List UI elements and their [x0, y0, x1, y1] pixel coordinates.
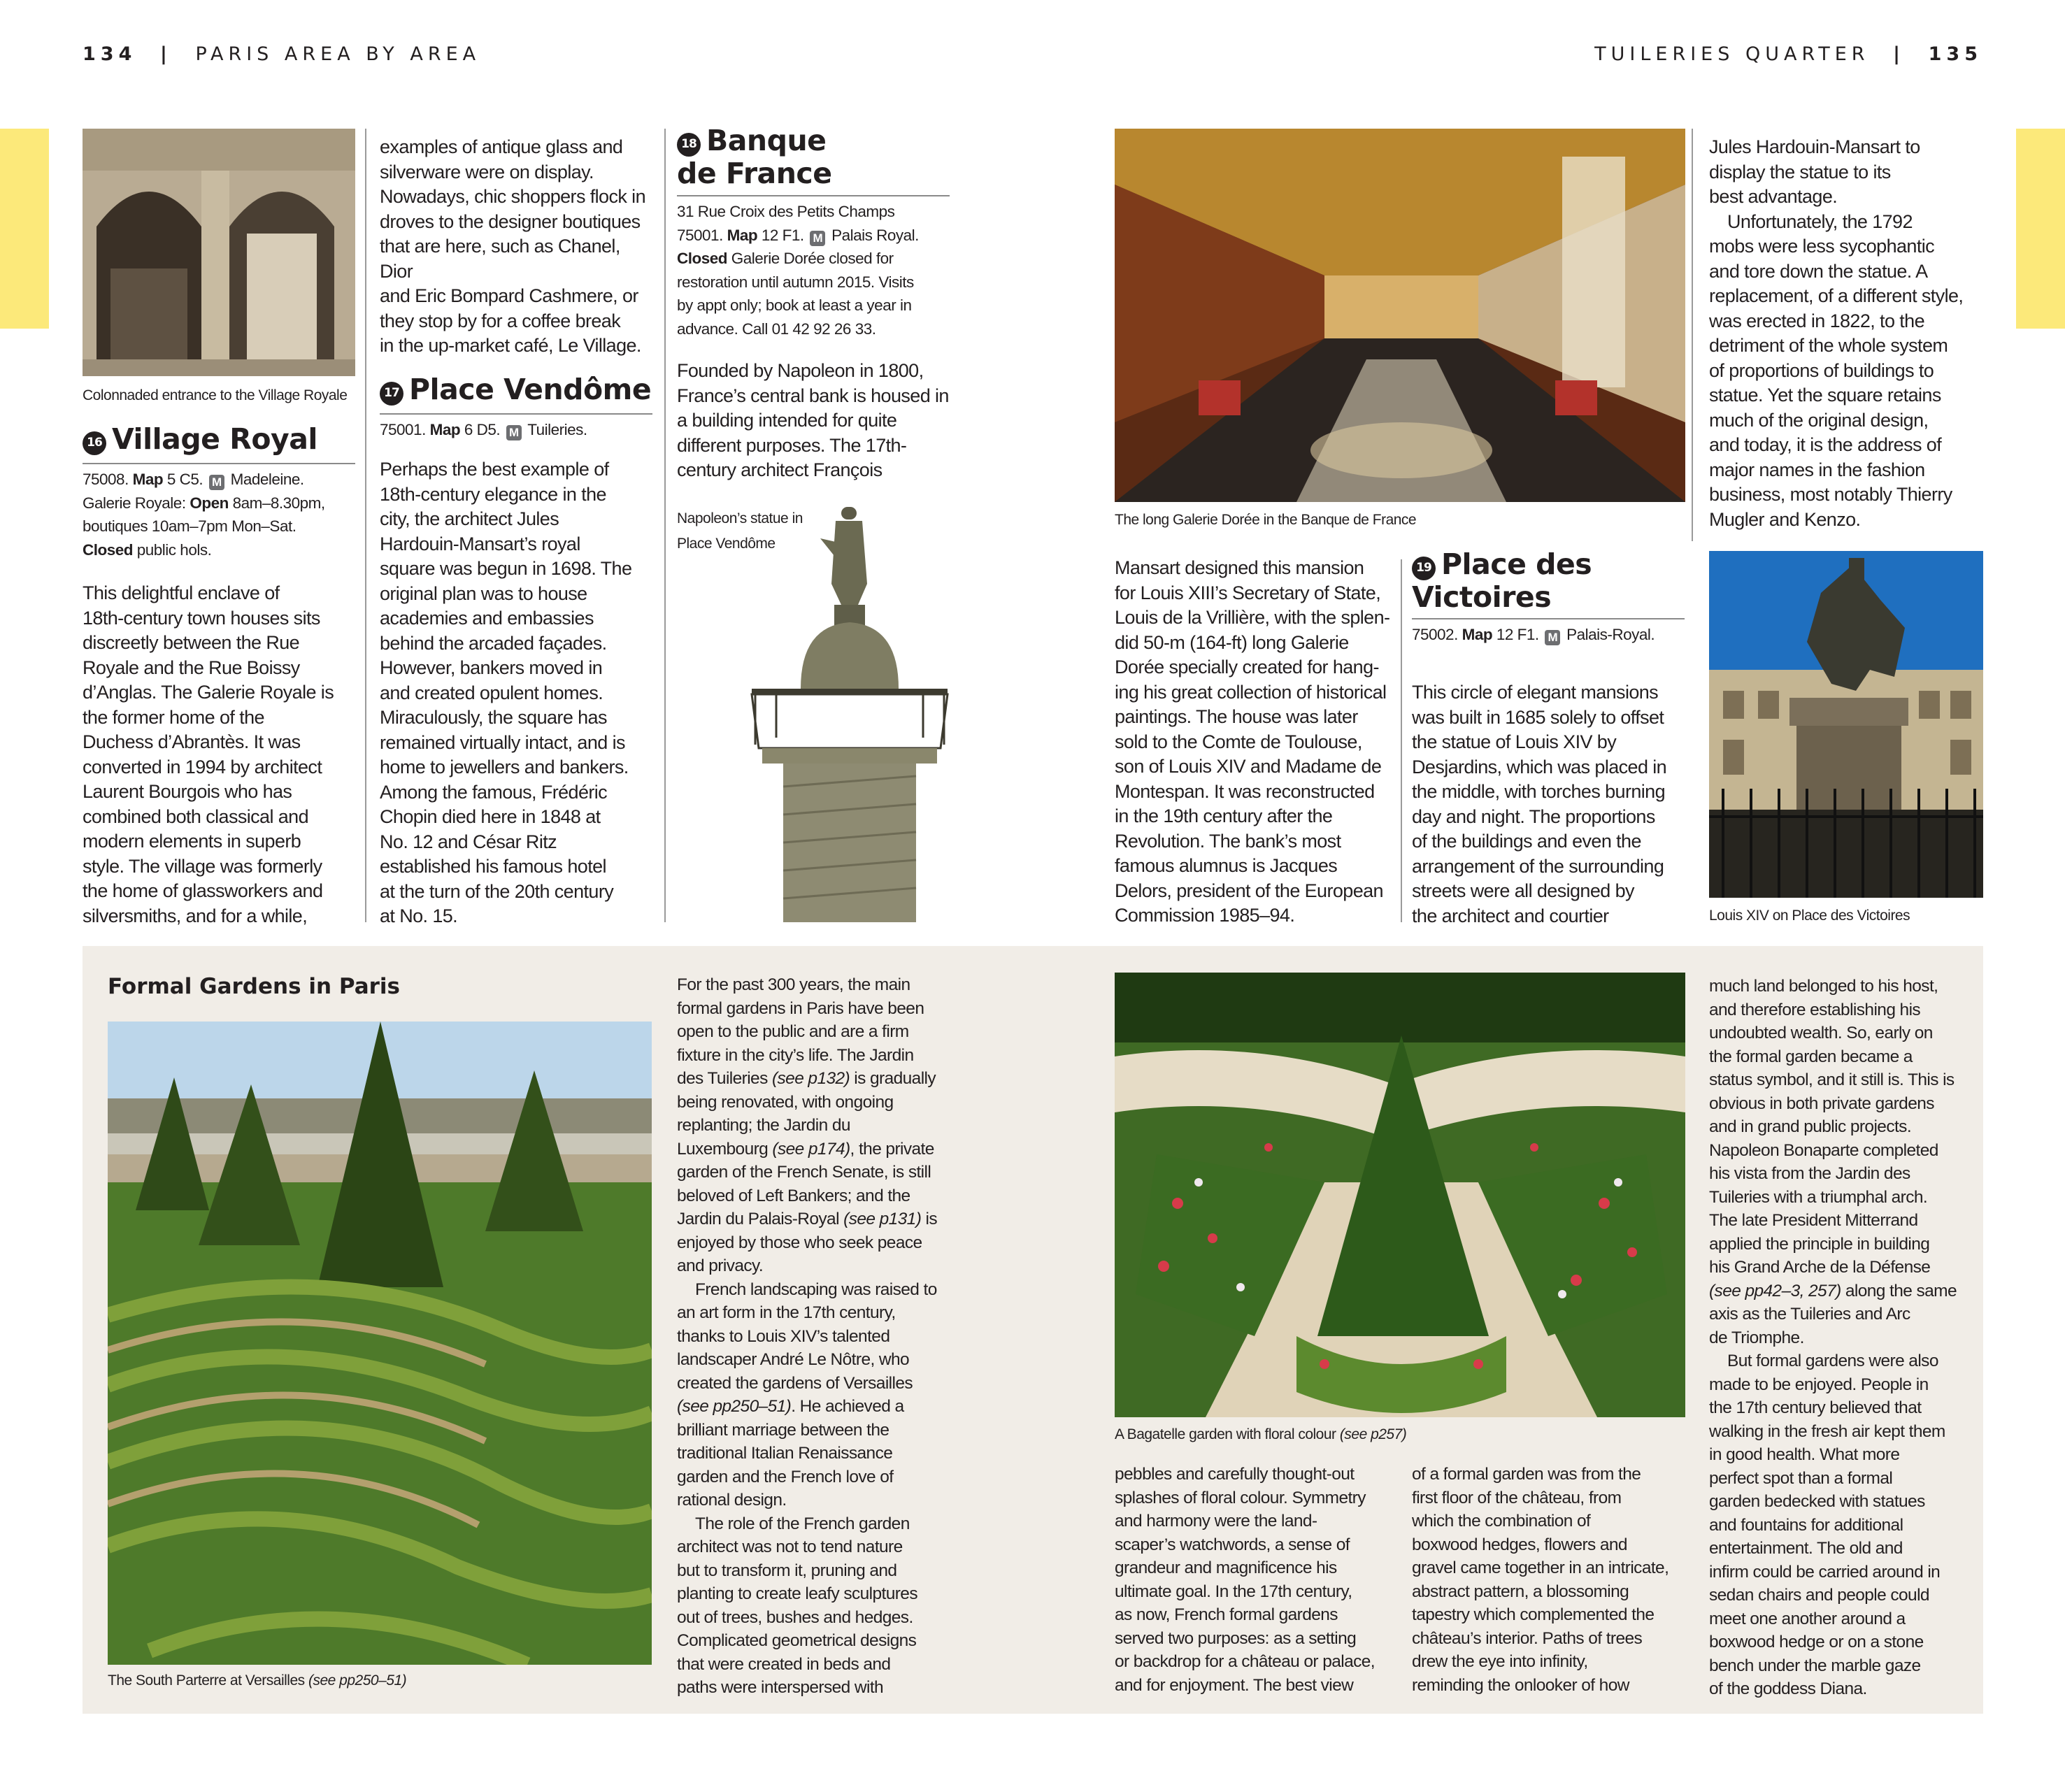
- text-line: in the 19th century after the: [1115, 805, 1333, 826]
- formal-gardens-col3: [1412, 1463, 1692, 1697]
- text-line: different purposes. The 17th-: [677, 434, 907, 456]
- text-line: century architect François: [677, 459, 883, 480]
- heading-rule: [677, 195, 950, 196]
- bagatelle-garden-photo: [1115, 973, 1685, 1417]
- text-line: Napoleon Bonaparte completed: [1709, 1140, 1938, 1160]
- right-section-title: TUILERIES QUARTER: [1594, 43, 1870, 65]
- banque-body: [677, 359, 953, 483]
- text-line: brilliant marriage between the: [677, 1420, 889, 1440]
- text-line: splashes of floral colour. Symmetry: [1115, 1488, 1366, 1507]
- text-line: landscaper André Le Nôtre, who: [677, 1350, 910, 1369]
- text-line: and in grand public projects.: [1709, 1117, 1912, 1136]
- text-line: formal gardens in Paris have been: [677, 998, 924, 1018]
- text-line: Founded by Napoleon in 1800,: [677, 360, 924, 381]
- text-line: made to be enjoyed. People in: [1709, 1375, 1929, 1394]
- text-line: France’s central bank is housed in: [677, 385, 949, 406]
- text-line: bench under the marble gaze: [1709, 1656, 1921, 1675]
- text-line: they stop by for a coffee break: [380, 310, 621, 331]
- text-line: scaper’s watchwords, a sense of: [1115, 1535, 1350, 1554]
- left-running-header: [83, 43, 480, 65]
- banque-body-continued: [1115, 556, 1394, 929]
- text-line: sedan chairs and people could: [1709, 1586, 1929, 1605]
- text-line: applied the principle in building: [1709, 1234, 1930, 1254]
- text-line: tapestry which complemented the: [1412, 1605, 1655, 1624]
- place-vendome-heading: [380, 373, 651, 406]
- text-line: the architect and courtier: [1412, 905, 1609, 926]
- text-line: day and night. The proportions: [1412, 805, 1655, 827]
- text-line: 75008. Map 5 C5. M Madeleine.: [83, 471, 304, 489]
- right-page-number: 135: [1928, 43, 1982, 65]
- text-line: much land belonged to his host,: [1709, 977, 1938, 996]
- text-line: Among the famous, Frédéric: [380, 781, 608, 803]
- galerie-doree-caption: The long Galerie Dorée in the Banque de France: [1115, 512, 1417, 528]
- village-royal-title: Village Royal: [112, 422, 317, 456]
- text-line: traditional Italian Renaissance: [677, 1444, 893, 1463]
- text-line: but to transform it, pruning and: [677, 1561, 897, 1580]
- text-line: Royale and the Rue Boissy: [83, 657, 300, 678]
- text-line: converted in 1994 by architect: [83, 756, 322, 777]
- text-line: that were created in beds and: [677, 1654, 891, 1674]
- text-line: 18th-century elegance in the: [380, 483, 606, 505]
- text-line: academies and embassies: [380, 608, 594, 629]
- village-royal-info: [83, 468, 362, 561]
- text-line: an art form in the 17th century,: [677, 1303, 896, 1322]
- text-line: garden of the French Senate, is still: [677, 1163, 931, 1182]
- text-line: sold to the Comte de Toulouse,: [1115, 731, 1362, 752]
- text-line: major names in the fashion: [1709, 459, 1925, 480]
- village-royale-photo: [83, 129, 355, 376]
- text-line: the former home of the: [83, 706, 264, 728]
- text-line: grandeur and magnificence his: [1115, 1558, 1337, 1577]
- village-royal-body-continued: [380, 135, 656, 359]
- formal-gardens-col2: [1115, 1463, 1394, 1697]
- text-line: best advantage.: [1709, 186, 1838, 207]
- text-line: being renovated, with ongoing: [677, 1092, 894, 1112]
- text-line: beloved of Left Bankers; and the: [677, 1186, 910, 1205]
- text-line: the home of glassworkers and: [83, 880, 323, 901]
- text-line: a building intended for quite: [677, 410, 897, 431]
- text-line: in the up-market café, Le Village.: [380, 335, 641, 356]
- text-line: Dorée specially created for hang-: [1115, 657, 1379, 678]
- text-line: by appt only; book at least a year in: [677, 296, 912, 314]
- text-line: Revolution. The bank’s most: [1115, 830, 1341, 852]
- text-line: 75001. Map 12 F1. M Palais Royal.: [677, 226, 919, 245]
- text-line: established his famous hotel: [380, 856, 606, 877]
- village-royale-caption: Colonnaded entrance to the Village Royale: [83, 387, 348, 403]
- text-line: his Grand Arche de la Défense: [1709, 1258, 1931, 1277]
- text-line: paintings. The house was later: [1115, 706, 1358, 727]
- text-line: Complicated geometrical designs: [677, 1631, 917, 1650]
- text-line: d’Anglas. The Galerie Royale is: [83, 682, 334, 703]
- place-des-victoires-body-continued: [1709, 135, 1989, 532]
- vendome-column-photo: [745, 500, 955, 922]
- text-line: and Eric Bompard Cashmere, or: [380, 285, 638, 306]
- text-line: perfect spot than a formal: [1709, 1468, 1893, 1488]
- header-separator: |: [159, 43, 172, 65]
- place-des-victoires-heading: [1412, 548, 1592, 614]
- text-line: of proportions of buildings to: [1709, 359, 1934, 381]
- banque-title-line1: Banque: [706, 124, 827, 157]
- entry-number: 19: [1412, 557, 1436, 580]
- text-line: as now, French formal gardens: [1115, 1605, 1338, 1624]
- text-line: ing his great collection of historical: [1115, 681, 1387, 703]
- text-line: However, bankers moved in: [380, 657, 603, 678]
- text-line: abstract pattern, a blossoming: [1412, 1582, 1629, 1601]
- text-line: Unfortunately, the 1792: [1727, 210, 1913, 232]
- text-line: famous alumnus is Jacques: [1115, 855, 1338, 876]
- text-line: statue. Yet the square retains: [1709, 385, 1941, 406]
- text-line: Montespan. It was reconstructed: [1115, 780, 1375, 802]
- text-line: was built in 1685 solely to offset: [1412, 706, 1664, 728]
- text-line: Jardin du Palais-Royal (see p131) is: [677, 1210, 937, 1228]
- text-line: original plan was to house: [380, 582, 587, 604]
- text-line: combined both classical and: [83, 805, 309, 827]
- text-line: undoubted wealth. So, early on: [1709, 1024, 1933, 1042]
- text-line: son of Louis XIV and Madame de: [1115, 756, 1382, 777]
- text-line: Tuileries with a triumphal arch.: [1709, 1187, 1928, 1207]
- text-line: garden bedecked with statues: [1709, 1492, 1925, 1511]
- text-line: de Triomphe.: [1709, 1328, 1804, 1347]
- banque-info: [677, 200, 957, 341]
- text-line: obvious in both private gardens: [1709, 1094, 1934, 1113]
- victoires-title-line2: Victoires: [1412, 580, 1552, 614]
- bagatelle-caption: A Bagatelle garden with floral colour (see p257): [1115, 1426, 1407, 1442]
- place-des-victoires-info: [1412, 623, 1692, 647]
- text-line: 75001. Map 6 D5. M Tuileries.: [380, 421, 587, 439]
- text-line: Commission 1985–94.: [1115, 905, 1295, 926]
- text-line: Luxembourg (see p174), the private: [677, 1139, 934, 1159]
- place-vendome-title: Place Vendôme: [409, 373, 652, 406]
- text-line: mobs were less sycophantic: [1709, 236, 1935, 257]
- text-line: rational design.: [677, 1491, 787, 1510]
- text-line: and therefore establishing his: [1709, 1000, 1921, 1019]
- text-line: But formal gardens were also: [1727, 1352, 1938, 1370]
- formal-gardens-col1: [677, 973, 957, 1700]
- text-line: restoration until autumn 2015. Visits: [677, 273, 914, 291]
- victoires-title-line1: Place des: [1441, 547, 1592, 581]
- text-line: (see pp42–3, 257) along the same: [1709, 1281, 1957, 1300]
- text-line: detriment of the whole system: [1709, 335, 1948, 356]
- text-line: and fountains for additional: [1709, 1515, 1903, 1535]
- village-royal-heading: [83, 423, 317, 456]
- text-line: entertainment. The old and: [1709, 1539, 1903, 1558]
- left-chapter-tab: [0, 129, 49, 329]
- text-line: gravel came together in an intricate,: [1412, 1558, 1669, 1577]
- louis-xiv-statue-photo: [1709, 551, 1983, 898]
- heading-rule: [380, 413, 652, 415]
- left-section-title: PARIS AREA BY AREA: [195, 43, 481, 65]
- text-line: Miraculously, the square has: [380, 707, 607, 728]
- galerie-doree-photo: [1115, 129, 1685, 502]
- text-line: 75002. Map 12 F1. M Palais-Royal.: [1412, 626, 1655, 644]
- text-line: For the past 300 years, the main: [677, 975, 910, 994]
- entry-number: 17: [380, 382, 403, 406]
- text-line: No. 12 and César Ritz: [380, 831, 557, 852]
- text-line: drew the eye into infinity,: [1412, 1652, 1588, 1671]
- text-line: silverware were on display.: [380, 161, 594, 182]
- versailles-parterre-photo: [108, 1022, 652, 1665]
- right-chapter-tab: [2016, 129, 2065, 329]
- text-line: of a formal garden was from the: [1412, 1465, 1641, 1484]
- formal-gardens-title: Formal Gardens in Paris: [108, 974, 400, 999]
- text-line: planting to create leafy sculptures: [677, 1584, 917, 1603]
- text-line: walking in the fresh air kept them: [1709, 1421, 1945, 1441]
- column-divider: [1692, 129, 1693, 541]
- text-line: Desjardins, which was placed in: [1412, 756, 1667, 777]
- text-line: des Tuileries (see p132) is gradually: [677, 1069, 936, 1088]
- banque-title-line2: de France: [677, 157, 832, 190]
- text-line: display the statue to its: [1709, 161, 1891, 182]
- text-line: 18th-century town houses sits: [83, 607, 320, 629]
- text-line: in good health. What more: [1709, 1445, 1900, 1464]
- text-line: served two purposes: as a setting: [1115, 1628, 1357, 1648]
- text-line: at No. 15.: [380, 905, 458, 926]
- text-line: city, the architect Jules: [380, 508, 559, 529]
- text-line: Delors, president of the European: [1115, 880, 1383, 901]
- formal-gardens-col4: [1709, 975, 1989, 1701]
- entry-number: 18: [677, 133, 701, 157]
- text-line: The role of the French garden: [695, 1514, 910, 1533]
- text-line: Closed public hols.: [83, 540, 212, 559]
- text-line: the 17th century believed that: [1709, 1398, 1922, 1417]
- text-line: and for enjoyment. The best view: [1115, 1675, 1354, 1695]
- text-line: Galerie Royale: Open 8am–8.30pm,: [83, 494, 325, 512]
- text-line: Louis de la Vrillière, with the splen-: [1115, 607, 1390, 628]
- right-running-header: [1594, 43, 1982, 65]
- text-line: Duchess d’Abrantès. It was: [83, 731, 301, 752]
- text-line: behind the arcaded façades.: [380, 632, 607, 654]
- text-line: and tore down the statue. A: [1709, 260, 1928, 282]
- place-vendome-info: [380, 418, 659, 442]
- village-royal-body: [83, 581, 359, 929]
- text-line: Mugler and Kenzo.: [1709, 508, 1861, 530]
- text-line: for Louis XIII’s Secretary of State,: [1115, 582, 1381, 603]
- text-line: droves to the designer boutiques: [380, 210, 641, 232]
- text-line: the middle, with torches burning: [1412, 781, 1666, 802]
- text-line: (see pp250–51). He achieved a: [677, 1397, 904, 1416]
- text-line: 31 Rue Croix des Petits Champs: [677, 203, 895, 220]
- text-line: was erected in 1822, to the: [1709, 310, 1925, 331]
- text-line: square was begun in 1698. The: [380, 558, 632, 579]
- text-line: that are here, such as Chanel, Dior: [380, 236, 620, 282]
- text-line: replacement, of a different style,: [1709, 285, 1964, 306]
- text-line: replanting; the Jardin du: [677, 1116, 850, 1135]
- column-divider: [365, 129, 366, 922]
- text-line: enjoyed by those who seek peace: [677, 1233, 922, 1252]
- text-line: did 50-m (164-ft) long Galerie: [1115, 631, 1349, 653]
- text-line: boxwood hedges, flowers and: [1412, 1535, 1627, 1554]
- heading-rule: [1412, 618, 1685, 619]
- text-line: home to jewellers and bankers.: [380, 757, 629, 777]
- text-line: Laurent Bourgois who has: [83, 781, 292, 802]
- entry-number: 16: [83, 431, 106, 455]
- place-des-victoires-body: [1412, 680, 1688, 929]
- place-vendome-body: [380, 457, 656, 929]
- text-line: infirm could be carried around in: [1709, 1562, 1941, 1582]
- versailles-caption: The South Parterre at Versailles (see pp250–51): [108, 1672, 407, 1689]
- column-divider: [664, 129, 666, 922]
- text-line: which the combination of: [1412, 1512, 1591, 1531]
- text-line: at the turn of the 20th century: [380, 880, 614, 902]
- text-line: first floor of the château, from: [1412, 1488, 1622, 1507]
- text-line: architect was not to tend nature: [677, 1537, 903, 1556]
- text-line: advance. Call 01 42 92 26 33.: [677, 320, 876, 338]
- text-line: thanks to Louis XIV’s talented: [677, 1326, 890, 1346]
- napoleon-statue-caption: Napoleon’s statue in Place Vendôme: [677, 510, 803, 552]
- text-line: This circle of elegant mansions: [1412, 682, 1659, 703]
- text-line: ultimate goal. In the 17th century,: [1115, 1582, 1352, 1601]
- column-divider: [1401, 559, 1402, 922]
- text-line: business, most notably Thierry: [1709, 484, 1952, 505]
- text-line: axis as the Tuileries and Arc: [1709, 1305, 1910, 1324]
- text-line: of the goddess Diana.: [1709, 1679, 1867, 1698]
- text-line: style. The village was formerly: [83, 855, 322, 877]
- text-line: his vista from the Jardin des: [1709, 1164, 1910, 1183]
- text-line: created the gardens of Versailles: [677, 1373, 913, 1393]
- text-line: Perhaps the best example of: [380, 459, 609, 480]
- text-line: Mansart designed this mansion: [1115, 557, 1364, 578]
- text-line: French landscaping was raised to: [695, 1280, 937, 1299]
- text-line: of the buildings and even the: [1412, 831, 1641, 852]
- text-line: Chopin died here in 1848 at: [380, 806, 601, 827]
- text-line: reminding the onlooker of how: [1412, 1675, 1629, 1695]
- text-line: arrangement of the surrounding: [1412, 855, 1664, 877]
- text-line: the formal garden became a: [1709, 1047, 1913, 1066]
- text-line: meet one another around a: [1709, 1609, 1906, 1628]
- text-line: modern elements in superb: [83, 831, 301, 852]
- text-line: out of trees, bushes and hedges.: [677, 1607, 913, 1627]
- text-line: paths were interspersed with: [677, 1678, 884, 1697]
- left-page-number: 134: [83, 43, 137, 65]
- text-line: and harmony were the land-: [1115, 1512, 1317, 1531]
- text-line: and privacy.: [677, 1256, 764, 1275]
- text-line: boutiques 10am–7pm Mon–Sat.: [83, 517, 296, 535]
- heading-rule: [83, 463, 355, 464]
- header-separator: |: [1893, 43, 1906, 65]
- text-line: discreetly between the Rue: [83, 632, 300, 653]
- text-line: Hardouin-Mansart’s royal: [380, 533, 580, 554]
- banque-de-france-heading: [677, 124, 832, 190]
- text-line: Closed Galerie Dorée closed for: [677, 250, 894, 267]
- text-line: remained virtually intact, and is: [380, 731, 625, 753]
- text-line: much of the original design,: [1709, 409, 1929, 431]
- text-line: and created opulent homes.: [380, 682, 603, 703]
- text-line: silversmiths, and for a while,: [83, 905, 308, 926]
- text-line: The late President Mitterrand: [1709, 1211, 1918, 1230]
- text-line: fixture in the city’s life. The Jardin: [677, 1045, 914, 1065]
- text-line: examples of antique glass and: [380, 136, 623, 157]
- text-line: streets were all designed by: [1412, 880, 1634, 901]
- louis-xiv-caption: Louis XIV on Place des Victoires: [1709, 908, 1910, 924]
- text-line: boxwood hedge or on a stone: [1709, 1633, 1924, 1651]
- text-line: Nowadays, chic shoppers flock in: [380, 186, 645, 207]
- text-line: garden and the French love of: [677, 1467, 894, 1486]
- text-line: This delightful enclave of: [83, 582, 280, 603]
- text-line: or backdrop for a château or palace,: [1115, 1652, 1376, 1671]
- text-line: pebbles and carefully thought-out: [1115, 1465, 1355, 1484]
- text-line: Jules Hardouin-Mansart to: [1709, 136, 1920, 157]
- text-line: the statue of Louis XIV by: [1412, 731, 1617, 752]
- text-line: and today, it is the address of: [1709, 434, 1942, 455]
- text-line: status symbol, and it still is. This is: [1709, 1070, 1955, 1089]
- text-line: open to the public and are a firm: [677, 1022, 909, 1041]
- text-line: château’s interior. Paths of trees: [1412, 1628, 1643, 1648]
